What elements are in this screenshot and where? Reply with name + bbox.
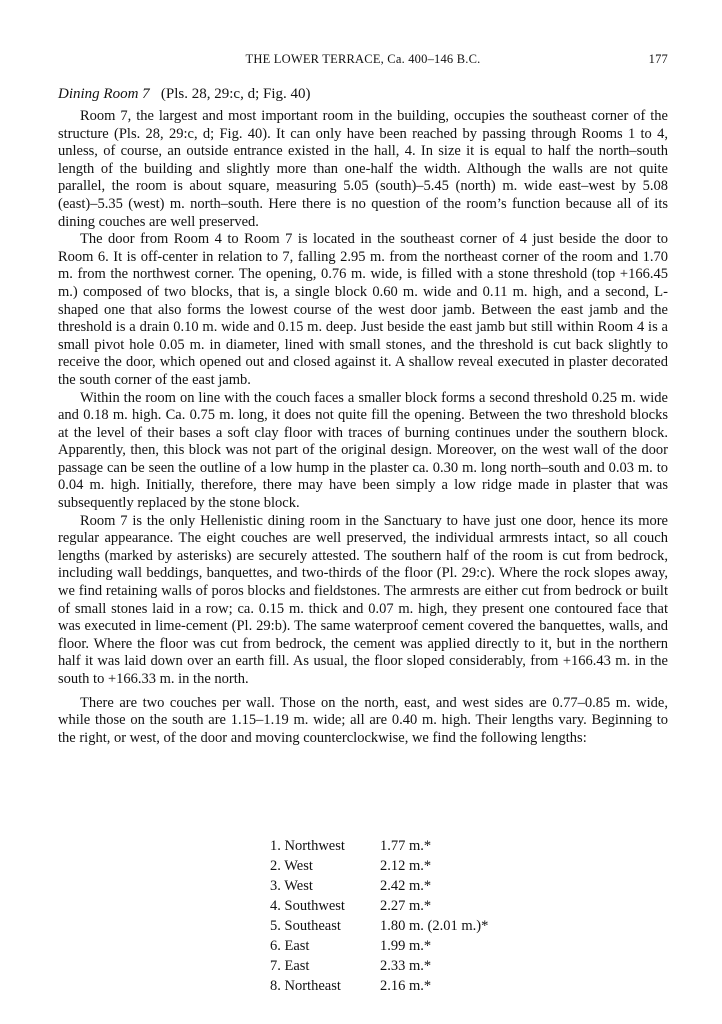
couch-label: 3. West <box>270 878 313 894</box>
paragraph: Within the room on line with the couch faces a smaller block forms a second threshold 0.25 m. wide and 0.18 m. high. Ca. 0.75 m. long, it does not quite fill the opening. Between the two threshold blocks at the level of their bases a soft clay floor with traces of burning continues under the southern block. Apparently, then, this block was not part of the original design. Moreover, on the west wall of the door passage can be seen the outline of a low hump in the plaster ca. 0.30 m. long north–south and 0.03 m. to 0.04 m. high. Initially, therefore, there may have been simply a low ridge made in plaster that was subsequently replaced by the stone block. <box>58 389 668 512</box>
couch-length: 1.99 m.* <box>380 938 432 954</box>
body-text <box>58 108 668 747</box>
running-head: THE LOWER TERRACE, Ca. 400–146 B.C. <box>245 52 481 66</box>
couch-length: 1.80 m. (2.01 m.)* <box>380 918 489 934</box>
paragraph: Room 7, the largest and most important room in the building, occupies the southeast corner of the structure (Pls. 28, 29:c, d; Fig. 40). It can only have been reached by passing through Rooms 1 to 4, unless, of course, an outside entrance existed in the hall, 4. In size it is equal to half the north–south length of the building and slightly more than one-half the width. Although the walls are not quite parallel, the room is about square, measuring 5.05 (south)–5.45 (north) m. wide east–west by 5.08 (east)–5.35 (west) m. north–south. Here there is no question of the room’s function because all of its dining couches are well preserved. <box>58 108 668 230</box>
list-item <box>270 856 488 876</box>
couch-length-list <box>270 836 488 996</box>
couch-label: 8. Northeast <box>270 978 341 994</box>
section-references: (Pls. 28, 29:c, d; Fig. 40) <box>160 86 311 102</box>
couch-length: 2.12 m.* <box>380 858 432 874</box>
couch-label: 7. East <box>270 958 310 974</box>
couch-length: 1.77 m.* <box>380 838 432 854</box>
couch-length: 2.16 m.* <box>380 978 432 994</box>
couch-label: 6. East <box>270 938 310 954</box>
list-item <box>270 936 488 956</box>
couch-label: 1. Northwest <box>270 838 345 854</box>
list-item <box>270 876 488 896</box>
list-item <box>270 956 488 976</box>
list-item <box>270 896 488 916</box>
section-title: Dining Room 7 <box>58 86 150 102</box>
page-number: 177 <box>648 52 668 66</box>
paragraph: The door from Room 4 to Room 7 is located in the southeast corner of 4 just beside the door to Room 6. It is off-center in relation to 7, falling 2.95 m. from the northeast corner of the room and 1.70 m. from the northwest corner. The opening, 0.76 m. wide, is filled with a stone threshold (top +166.45 m.) composed of two blocks, that is, a single block 0.60 m. wide and 0.11 m. high, and a second, L-shaped one that also forms the lowest course of the west door jamb. Between the east jamb and the threshold is a drain 0.10 m. wide and 0.15 m. deep. Just beside the east jamb but still within Room 4 is a small pivot hole 0.05 m. in diameter, lined with small stones, and the threshold is cut back slightly to receive the door, which opened out and closed against it. A shallow reveal executed in plaster decorated the south corner of the east jamb. <box>58 231 668 388</box>
couch-length: 2.27 m.* <box>380 898 432 914</box>
paragraph: There are two couches per wall. Those on the north, east, and west sides are 0.77–0.85 m. wide, while those on the south are 1.15–1.19 m. wide; all are 0.40 m. high. Their lengths vary. Beginning to the right, or west, of the door and moving counterclockwise, we find the following lengths: <box>58 694 668 746</box>
couch-length: 2.42 m.* <box>380 878 432 894</box>
couch-label: 2. West <box>270 858 313 874</box>
section-heading <box>58 86 311 103</box>
list-item <box>270 836 488 856</box>
paragraph: Room 7 is the only Hellenistic dining room in the Sanctuary to have just one door, hence its more regular appearance. The eight couches are well preserved, the individual armrests intact, so all couch lengths (marked by asterisks) are securely attested. The southern half of the room is cut from bedrock, including wall beddings, banquettes, and two-thirds of the floor (Pl. 29:c). Where the rock slopes away, we find retaining walls of poros blocks and fieldstones. The armrests are either cut from bedrock or built of small stones laid in a row; ca. 0.15 m. thick and 0.07 m. high, they present one contoured face that was executed in lime-cement (Pl. 29:b). The same waterproof cement covered the banquettes, walls, and floor. Where the floor was cut from bedrock, the cement was applied directly to it, but in the northern half it was laid down over an earth fill. As usual, the floor sloped considerably, from +166.43 m. in the south to +166.33 m. in the north. <box>58 512 668 687</box>
couch-label: 5. Southeast <box>270 918 341 934</box>
couch-length: 2.33 m.* <box>380 958 432 974</box>
list-item <box>270 976 488 996</box>
couch-label: 4. Southwest <box>270 898 345 914</box>
list-item <box>270 916 488 936</box>
page-header <box>58 52 668 72</box>
